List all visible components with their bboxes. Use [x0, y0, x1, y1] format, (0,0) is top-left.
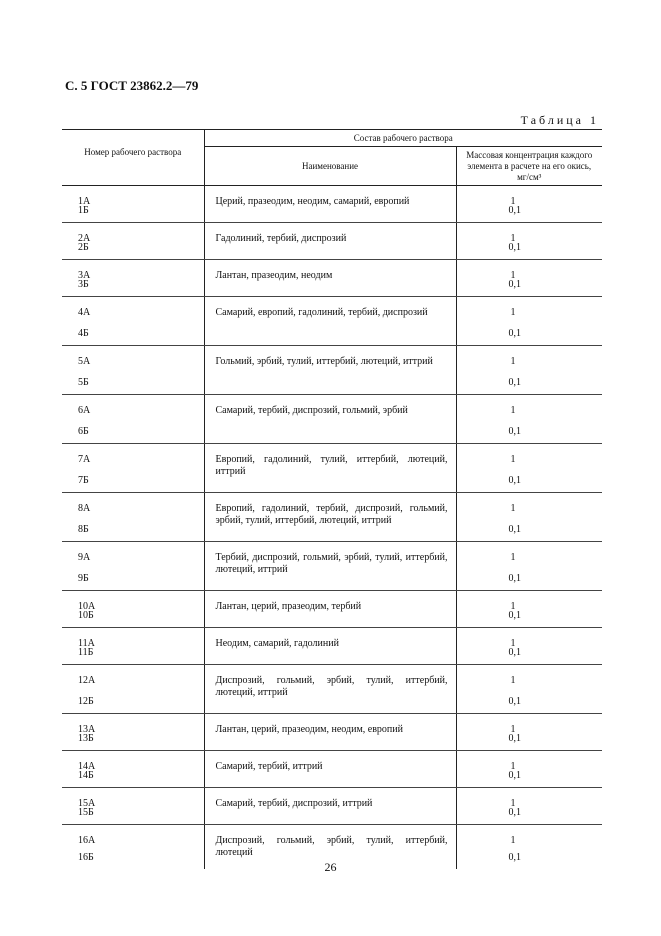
concentration-a: 1	[510, 724, 516, 735]
element-names-cell	[204, 444, 456, 493]
element-names-cell	[204, 542, 456, 591]
number-b: 3Б	[78, 279, 89, 290]
number-b: 8Б	[78, 524, 89, 535]
table-row	[62, 591, 602, 628]
concentration-b: 0,1	[508, 852, 521, 863]
number-a: 15А	[78, 798, 96, 809]
element-names-cell	[204, 628, 456, 665]
concentration-a: 1	[510, 835, 516, 846]
element-names-cell	[204, 751, 456, 788]
element-names: Европий, гадолиний, тербий, диспрозий, гольмий, эрбий, тулий, иттербий, лютеций, иттрий	[215, 503, 448, 526]
number-b: 2Б	[78, 242, 89, 253]
table-row	[62, 395, 602, 444]
element-names: Диспрозий, гольмий, эрбий, тулий, иттербий, лютеций, иттрий	[215, 675, 448, 698]
table-row	[62, 260, 602, 297]
concentration-a: 1	[510, 601, 516, 612]
table-row	[62, 186, 602, 223]
concentration-b: 0,1	[508, 426, 521, 437]
concentration-b: 0,1	[508, 279, 521, 290]
number-a: 11А	[78, 638, 95, 649]
number-a: 13А	[78, 724, 96, 735]
number-b: 4Б	[78, 328, 89, 339]
concentration-a: 1	[510, 307, 516, 318]
concentration-cell	[456, 751, 602, 788]
concentration-b: 0,1	[508, 242, 521, 253]
page-header: С. 5 ГОСТ 23862.2—79	[65, 78, 199, 93]
concentration-cell	[456, 628, 602, 665]
number-b: 10Б	[78, 610, 94, 621]
number-b: 6Б	[78, 426, 89, 437]
concentration-b: 0,1	[508, 733, 521, 744]
number-a: 6А	[78, 405, 91, 416]
header-composition: Состав рабочего раствора	[204, 130, 602, 147]
element-names-cell	[204, 493, 456, 542]
row-number-cell	[62, 788, 204, 825]
row-number-cell	[62, 542, 204, 591]
number-a: 8А	[78, 503, 91, 514]
number-a: 12А	[78, 675, 96, 686]
concentration-b: 0,1	[508, 524, 521, 535]
number-b: 5Б	[78, 377, 89, 388]
element-names-cell	[204, 788, 456, 825]
element-names: Самарий, европий, гадолиний, тербий, диспрозий	[215, 307, 428, 318]
element-names: Лантан, церий, празеодим, неодим, европий	[215, 724, 403, 735]
row-number-cell	[62, 395, 204, 444]
table-row	[62, 542, 602, 591]
element-names: Лантан, церий, празеодим, тербий	[215, 601, 362, 612]
element-names: Церий, празеодим, неодим, самарий, европий	[215, 196, 410, 207]
number-b: 12Б	[78, 696, 94, 707]
table-row	[62, 714, 602, 751]
concentration-cell	[456, 493, 602, 542]
number-a: 16А	[78, 835, 96, 846]
element-names-cell	[204, 665, 456, 714]
number-b: 7Б	[78, 475, 89, 486]
concentration-a: 1	[510, 675, 516, 686]
concentration-b: 0,1	[508, 475, 521, 486]
concentration-b: 0,1	[508, 205, 521, 216]
concentration-cell	[456, 346, 602, 395]
table-row	[62, 297, 602, 346]
row-number-cell	[62, 628, 204, 665]
element-names: Диспрозий, гольмий, эрбий, тулий, иттербий, лютеций	[215, 835, 448, 858]
concentration-b: 0,1	[508, 610, 521, 621]
element-names: Самарий, тербий, иттрий	[215, 761, 323, 772]
row-number-cell	[62, 714, 204, 751]
concentration-b: 0,1	[508, 573, 521, 584]
concentration-cell	[456, 542, 602, 591]
concentration-b: 0,1	[508, 377, 521, 388]
element-names-cell	[204, 297, 456, 346]
number-b: 1Б	[78, 205, 89, 216]
row-number-cell	[62, 591, 204, 628]
table-row	[62, 788, 602, 825]
concentration-a: 1	[510, 356, 516, 367]
element-names-cell	[204, 186, 456, 223]
table-row	[62, 665, 602, 714]
number-b: 16Б	[78, 852, 94, 863]
number-a: 4А	[78, 307, 91, 318]
element-names: Гадолиний, тербий, диспрозий	[215, 233, 347, 244]
number-a: 3А	[78, 270, 91, 281]
concentration-b: 0,1	[508, 807, 521, 818]
number-b: 11Б	[78, 647, 94, 658]
element-names: Самарий, тербий, диспрозий, гольмий, эрбий	[215, 405, 408, 416]
element-names-cell	[204, 591, 456, 628]
element-names: Самарий, тербий, диспрозий, иттрий	[215, 798, 373, 809]
data-table	[62, 129, 602, 869]
concentration-a: 1	[510, 798, 516, 809]
concentration-a: 1	[510, 270, 516, 281]
concentration-a: 1	[510, 552, 516, 563]
element-names-cell	[204, 346, 456, 395]
page-number: 26	[324, 860, 337, 874]
concentration-a: 1	[510, 196, 516, 207]
table-row	[62, 751, 602, 788]
element-names: Европий, гадолиний, тулий, иттербий, лютеций, иттрий	[215, 454, 448, 477]
element-names: Гольмий, эрбий, тулий, иттербий, лютеций, иттрий	[215, 356, 433, 367]
concentration-cell	[456, 297, 602, 346]
concentration-cell	[456, 788, 602, 825]
element-names: Тербий, диспрозий, гольмий, эрбий, тулий, иттербий, лютеций, иттрий	[215, 552, 448, 575]
concentration-cell	[456, 260, 602, 297]
concentration-a: 1	[510, 503, 516, 514]
concentration-cell	[456, 395, 602, 444]
concentration-cell	[456, 591, 602, 628]
number-a: 5А	[78, 356, 91, 367]
row-number-cell	[62, 186, 204, 223]
header-concentration: Массовая концентрация каждого элемента в расчете на его окись, мг/см³	[456, 147, 602, 186]
header-name: Наименование	[204, 147, 456, 186]
table-row	[62, 223, 602, 260]
row-number-cell	[62, 260, 204, 297]
number-a: 10А	[78, 601, 96, 612]
concentration-b: 0,1	[508, 328, 521, 339]
row-number-cell	[62, 444, 204, 493]
concentration-cell	[456, 665, 602, 714]
number-a: 1А	[78, 196, 91, 207]
number-a: 2А	[78, 233, 91, 244]
table-row	[62, 346, 602, 395]
concentration-a: 1	[510, 454, 516, 465]
concentration-a: 1	[510, 405, 516, 416]
row-number-cell	[62, 223, 204, 260]
row-number-cell	[62, 493, 204, 542]
element-names-cell	[204, 260, 456, 297]
concentration-cell	[456, 714, 602, 751]
concentration-cell	[456, 223, 602, 260]
concentration-b: 0,1	[508, 696, 521, 707]
table-caption: Таблица 1	[520, 113, 599, 127]
table-row	[62, 628, 602, 665]
element-names-cell	[204, 395, 456, 444]
number-b: 13Б	[78, 733, 94, 744]
number-b: 9Б	[78, 573, 89, 584]
row-number-cell	[62, 297, 204, 346]
element-names: Лантан, празеодим, неодим	[215, 270, 333, 281]
concentration-a: 1	[510, 233, 516, 244]
concentration-b: 0,1	[508, 647, 521, 658]
concentration-b: 0,1	[508, 770, 521, 781]
table-row	[62, 493, 602, 542]
concentration-cell	[456, 444, 602, 493]
concentration-cell	[456, 186, 602, 223]
number-b: 14Б	[78, 770, 94, 781]
number-a: 14А	[78, 761, 96, 772]
header-number: Номер рабочего раствора	[62, 130, 204, 186]
element-names-cell	[204, 223, 456, 260]
concentration-a: 1	[510, 638, 516, 649]
table-row	[62, 444, 602, 493]
row-number-cell	[62, 346, 204, 395]
element-names-cell	[204, 714, 456, 751]
element-names: Неодим, самарий, гадолиний	[215, 638, 339, 649]
row-number-cell	[62, 751, 204, 788]
number-a: 9А	[78, 552, 91, 563]
row-number-cell	[62, 665, 204, 714]
number-b: 15Б	[78, 807, 94, 818]
concentration-a: 1	[510, 761, 516, 772]
number-a: 7А	[78, 454, 91, 465]
